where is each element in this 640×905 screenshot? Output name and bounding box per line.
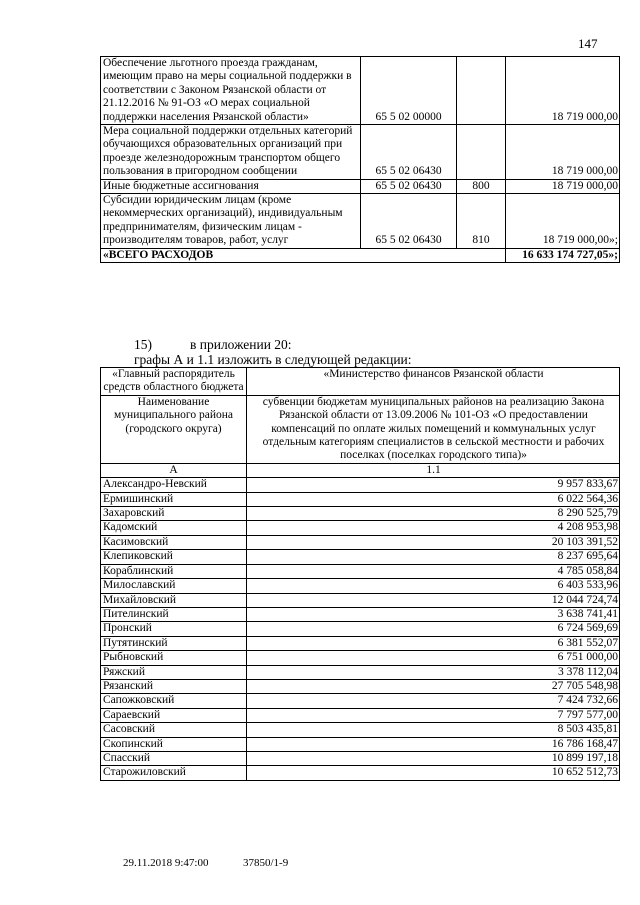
municipality-name: Пителинский (101, 607, 247, 621)
municipality-value: 12 044 724,74 (247, 593, 620, 607)
municipality-name: Милославский (101, 579, 247, 593)
municipality-value: 8 503 435,81 (247, 723, 620, 737)
municipality-value: 6 381 552,07 (247, 636, 620, 650)
total-sum: 16 633 174 727,05»; (506, 248, 620, 262)
municipality-value: 6 751 000,00 (247, 651, 620, 665)
municipality-value: 6 022 564,36 (247, 492, 620, 506)
total-row (101, 248, 620, 262)
municipality-value: 6 403 533,96 (247, 579, 620, 593)
municipality-name: Александро-Невский (101, 478, 247, 492)
municipal-table (100, 367, 620, 781)
budget-row (101, 57, 620, 125)
table-row (101, 679, 620, 693)
municipality-value: 7 424 732,66 (247, 694, 620, 708)
budget-row-sum: 18 719 000,00 (506, 125, 620, 180)
municipality-name: Путятинский (101, 636, 247, 650)
municipality-name: Кадомский (101, 521, 247, 535)
table-row (101, 694, 620, 708)
budget-row-type: 800 (457, 179, 506, 193)
municipality-value: 16 786 168,47 (247, 737, 620, 751)
budget-row-sum: 18 719 000,00 (506, 57, 620, 125)
table-row (101, 564, 620, 578)
municipality-value: 4 785 058,84 (247, 564, 620, 578)
total-label: «ВСЕГО РАСХОДОВ (101, 248, 506, 262)
budget-row-code: 65 5 02 00000 (361, 57, 457, 125)
municipality-name: Старожиловский (101, 766, 247, 780)
table-row (101, 550, 620, 564)
column-labels-row (101, 463, 620, 477)
budget-row-code: 65 5 02 06430 (361, 179, 457, 193)
budget-row (101, 125, 620, 180)
table-row (101, 766, 620, 780)
table-row (101, 535, 620, 549)
table-row (101, 751, 620, 765)
budget-row-type (457, 125, 506, 180)
budget-row-name: Субсидии юридическим лицам (кроме некоммерческих организаций), индивидуальным предпринимателям, физическим лицам - производителям товаров, работ, услуг (101, 194, 361, 249)
municipality-name: Пронский (101, 622, 247, 636)
municipality-name: Захаровский (101, 507, 247, 521)
municipality-name: Сапожковский (101, 694, 247, 708)
municipality-name: Ермишинский (101, 492, 247, 506)
table-row (101, 579, 620, 593)
footer-date: 29.11.2018 9:47:00 (123, 857, 209, 869)
budget-row-sum: 18 719 000,00 (506, 179, 620, 193)
municipality-value: 27 705 548,98 (247, 679, 620, 693)
municipality-name: Спасский (101, 751, 247, 765)
municipality-name: Кораблинский (101, 564, 247, 578)
column-label-1-1: 1.1 (247, 463, 620, 477)
municipality-value: 9 957 833,67 (247, 478, 620, 492)
municipality-name: Скопинский (101, 737, 247, 751)
budget-row-name: Обеспечение льготного проезда гражданам, имеющим право на меры социальной поддержки в соответствии с Законом Рязанской области от 21.12.2016 № 91-ОЗ «О мерах социальной поддержки населения Рязанской области» (101, 57, 361, 125)
municipality-name: Михайловский (101, 593, 247, 607)
header-row-distributor (101, 368, 620, 396)
header-row-name (101, 395, 620, 463)
budget-row-name: Мера социальной поддержки отдельных категорий обучающихся образовательных организаций при проезде железнодорожным транспортом общего пользования в пригородном сообщении (101, 125, 361, 180)
municipality-value: 4 208 953,98 (247, 521, 620, 535)
header-municipal-name: Наименование муниципального района (городского округа) (101, 395, 247, 463)
table-row (101, 665, 620, 679)
municipality-value: 8 290 525,79 (247, 507, 620, 521)
table-row (101, 636, 620, 650)
municipality-value: 3 378 112,04 (247, 665, 620, 679)
municipality-value: 20 103 391,52 (247, 535, 620, 549)
budget-row-sum: 18 719 000,00»; (506, 194, 620, 249)
budget-row-type (457, 57, 506, 125)
municipality-name: Сасовский (101, 723, 247, 737)
municipality-value: 10 652 512,73 (247, 766, 620, 780)
municipality-value: 3 638 741,41 (247, 607, 620, 621)
columns-instruction: графы А и 1.1 изложить в следующей редакции: (134, 352, 412, 367)
municipality-value: 8 237 695,64 (247, 550, 620, 564)
table-row (101, 651, 620, 665)
table-row (101, 708, 620, 722)
table-row (101, 607, 620, 621)
municipality-name: Ряжский (101, 665, 247, 679)
table-row (101, 492, 620, 506)
budget-row-code: 65 5 02 06430 (361, 125, 457, 180)
table-row (101, 593, 620, 607)
table-row (101, 507, 620, 521)
municipality-name: Сараевский (101, 708, 247, 722)
municipality-value: 6 724 569,69 (247, 622, 620, 636)
table-row (101, 737, 620, 751)
budget-row-type: 810 (457, 194, 506, 249)
table-row (101, 723, 620, 737)
table-row (101, 521, 620, 535)
header-subvention: субвенции бюджетам муниципальных районов на реализацию Закона Рязанской области от 13.09.2006 № 101-ОЗ «О предоставлении компенсаций по оплате жилых помещений и коммунальных услуг отдельным категориям специалистов в сельской местности и рабочих поселках (поселках городского типа)» (247, 395, 620, 463)
budget-row (101, 194, 620, 249)
budget-row-name: Иные бюджетные ассигнования (101, 179, 361, 193)
footer-document-code: 37850/1-9 (243, 857, 289, 869)
municipality-name: Рыбновский (101, 651, 247, 665)
appendix-text: в приложении 20: (190, 337, 292, 352)
municipality-name: Касимовский (101, 535, 247, 549)
page-number: 147 (578, 36, 598, 51)
budget-row (101, 179, 620, 193)
municipality-value: 7 797 577,00 (247, 708, 620, 722)
budget-row-code: 65 5 02 06430 (361, 194, 457, 249)
budget-table (100, 56, 620, 263)
appendix-number: 15) (134, 337, 152, 352)
header-ministry: «Министерство финансов Рязанской области (247, 368, 620, 396)
municipality-name: Рязанский (101, 679, 247, 693)
appendix-line (134, 337, 292, 353)
table-row (101, 478, 620, 492)
column-label-a: А (101, 463, 247, 477)
municipality-value: 10 899 197,18 (247, 751, 620, 765)
header-distributor-label: «Главный распорядитель средств областного бюджета (101, 368, 247, 396)
municipality-name: Клепиковский (101, 550, 247, 564)
table-row (101, 622, 620, 636)
